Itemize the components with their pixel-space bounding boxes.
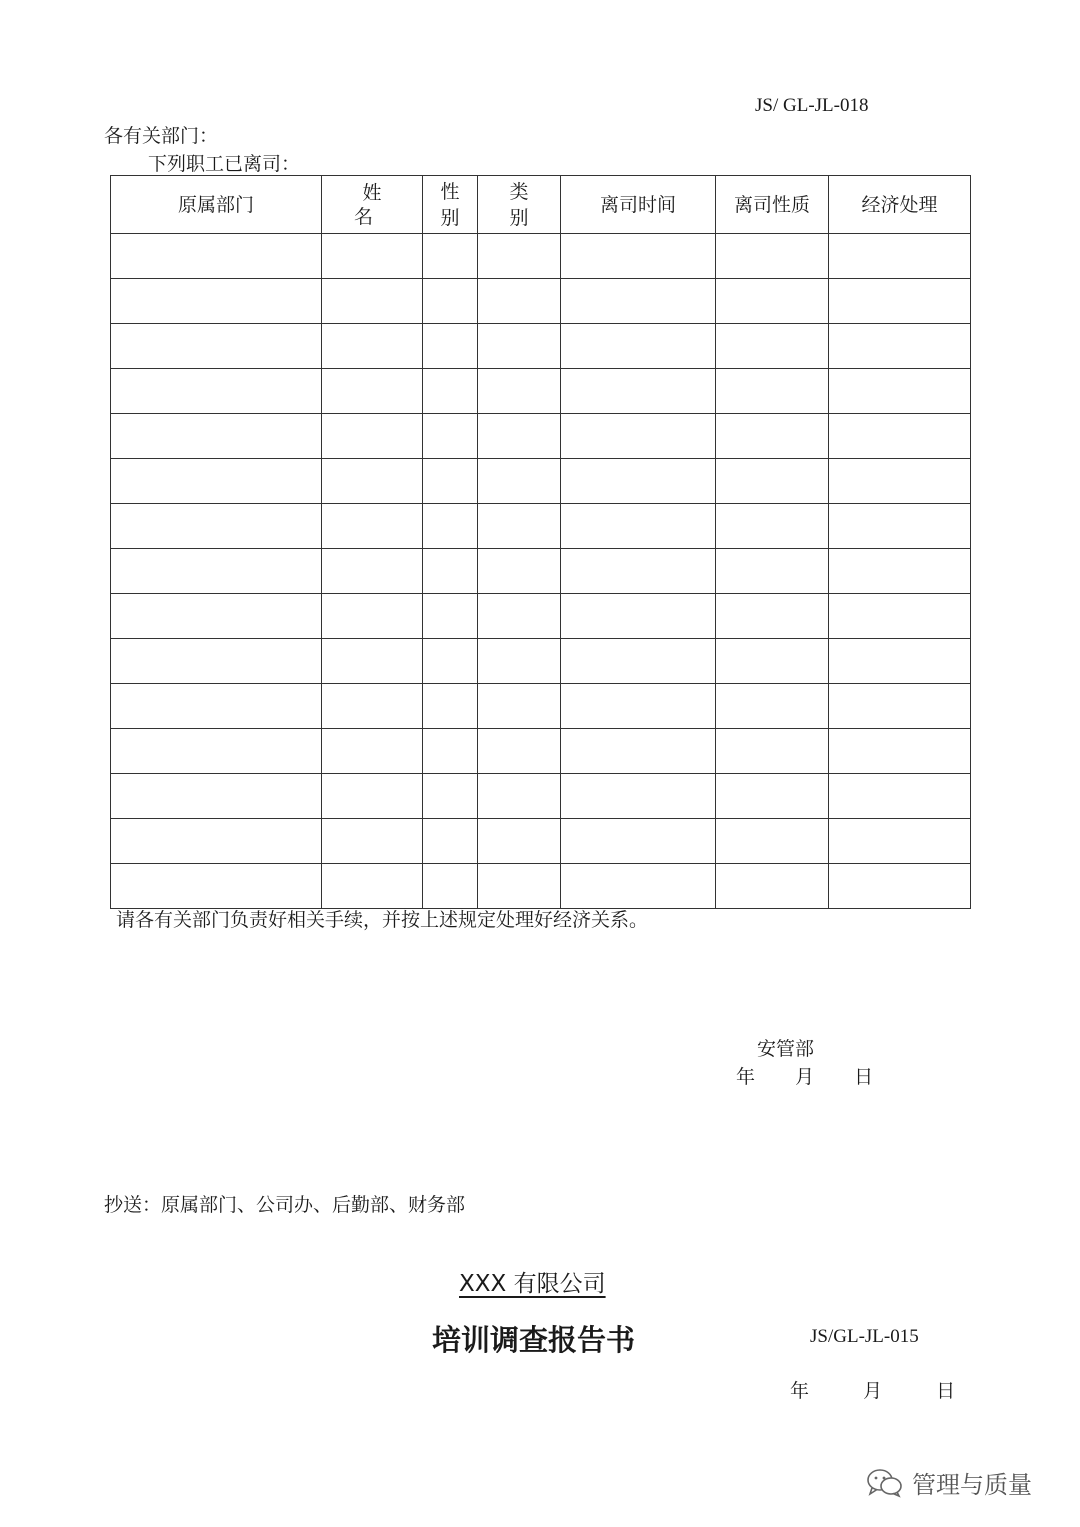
table-cell: [829, 864, 971, 909]
table-cell: [561, 729, 716, 774]
table-cell: [829, 279, 971, 324]
table-cell: [423, 639, 478, 684]
table-cell: [111, 504, 322, 549]
company-name: XXX 有限公司: [459, 1271, 606, 1297]
notice-text: 请各有关部门负责好相关手续，并按上述规定处理好经济关系。: [116, 909, 649, 931]
table-row: [111, 369, 971, 414]
table-cell: [423, 774, 478, 819]
table-cell: [478, 639, 561, 684]
table-cell: [423, 504, 478, 549]
table-cell: [561, 369, 716, 414]
report-date-day: 日: [936, 1380, 956, 1402]
table-cell: [716, 369, 829, 414]
table-cell: [322, 639, 423, 684]
table-header-row: [111, 176, 971, 234]
table-cell: [111, 684, 322, 729]
table-cell: [829, 819, 971, 864]
table-cell: [111, 279, 322, 324]
table-cell: [423, 594, 478, 639]
table-cell: [111, 459, 322, 504]
table-cell: [829, 414, 971, 459]
column-header-leave-type: 离司性质: [716, 176, 829, 234]
table-cell: [829, 729, 971, 774]
table-cell: [478, 279, 561, 324]
column-header-gender: 性别: [423, 176, 478, 234]
table-cell: [716, 819, 829, 864]
table-cell: [111, 639, 322, 684]
table-cell: [716, 774, 829, 819]
table-cell: [829, 234, 971, 279]
table-cell: [423, 234, 478, 279]
table-row: [111, 279, 971, 324]
date-year: 年: [736, 1066, 756, 1088]
report-title: 培训调查报告书: [432, 1323, 636, 1357]
table-cell: [111, 549, 322, 594]
column-header-leave-date: 离司时间: [561, 176, 716, 234]
date-day: 日: [854, 1066, 874, 1088]
table-cell: [561, 414, 716, 459]
table-row: [111, 324, 971, 369]
table-cell: [829, 504, 971, 549]
table-row: [111, 819, 971, 864]
table-cell: [829, 774, 971, 819]
table-cell: [111, 729, 322, 774]
report-date: [790, 1376, 955, 1403]
table-cell: [478, 819, 561, 864]
table-cell: [829, 594, 971, 639]
cc-line: 抄送：原属部门、公司办、后勤部、财务部: [104, 1194, 466, 1216]
signing-date: [736, 1062, 873, 1089]
column-header-category: 类别: [478, 176, 561, 234]
table-cell: [478, 459, 561, 504]
table-cell: [561, 684, 716, 729]
table-cell: [561, 279, 716, 324]
table-cell: [829, 549, 971, 594]
table-body: [111, 234, 971, 909]
table-row: [111, 684, 971, 729]
table-cell: [111, 324, 322, 369]
table-cell: [322, 549, 423, 594]
table-cell: [716, 234, 829, 279]
signing-department: 安管部: [757, 1038, 815, 1060]
table-cell: [423, 684, 478, 729]
report-document-code: JS/GL-JL-015: [810, 1326, 919, 1347]
document-code: JS/ GL-JL-018: [755, 95, 869, 116]
table-cell: [423, 324, 478, 369]
table-cell: [561, 504, 716, 549]
table-cell: [561, 324, 716, 369]
salutation: 各有关部门：: [104, 125, 219, 147]
table-row: [111, 639, 971, 684]
table-row: [111, 774, 971, 819]
table-cell: [423, 459, 478, 504]
table-cell: [716, 684, 829, 729]
table-cell: [423, 369, 478, 414]
table-cell: [561, 594, 716, 639]
table-row: [111, 414, 971, 459]
table-cell: [561, 234, 716, 279]
table-cell: [716, 549, 829, 594]
table-cell: [478, 234, 561, 279]
table-cell: [561, 819, 716, 864]
table-cell: [716, 504, 829, 549]
table-cell: [829, 369, 971, 414]
table-cell: [322, 234, 423, 279]
table-cell: [111, 864, 322, 909]
table-cell: [829, 684, 971, 729]
table-cell: [322, 774, 423, 819]
wechat-icon: [866, 1468, 904, 1498]
table-row: [111, 594, 971, 639]
table-cell: [322, 459, 423, 504]
table-cell: [423, 819, 478, 864]
watermark: [866, 1465, 1032, 1500]
table-cell: [478, 774, 561, 819]
date-month: 月: [795, 1066, 815, 1088]
table-cell: [716, 414, 829, 459]
table-cell: [716, 324, 829, 369]
table-cell: [829, 459, 971, 504]
table-row: [111, 459, 971, 504]
table-cell: [322, 729, 423, 774]
table-cell: [111, 819, 322, 864]
table-cell: [716, 639, 829, 684]
table-row: [111, 729, 971, 774]
table-cell: [111, 594, 322, 639]
table-cell: [111, 774, 322, 819]
table-cell: [322, 279, 423, 324]
table-row: [111, 549, 971, 594]
table-cell: [111, 234, 322, 279]
table-cell: [561, 549, 716, 594]
table-cell: [423, 414, 478, 459]
table-cell: [478, 324, 561, 369]
table-cell: [478, 864, 561, 909]
table-cell: [111, 369, 322, 414]
table-cell: [561, 774, 716, 819]
table-cell: [423, 864, 478, 909]
table-cell: [423, 729, 478, 774]
table-cell: [478, 729, 561, 774]
table-cell: [716, 864, 829, 909]
table-cell: [322, 369, 423, 414]
report-date-month: 月: [863, 1380, 883, 1402]
table-cell: [716, 729, 829, 774]
watermark-text: 管理与质量: [912, 1471, 1032, 1499]
report-date-year: 年: [790, 1380, 810, 1402]
table-cell: [716, 279, 829, 324]
table-cell: [829, 639, 971, 684]
table-cell: [322, 594, 423, 639]
table-cell: [322, 684, 423, 729]
table-cell: [322, 864, 423, 909]
table-cell: [478, 414, 561, 459]
table-cell: [423, 549, 478, 594]
table-cell: [322, 414, 423, 459]
table-cell: [478, 549, 561, 594]
table-cell: [478, 369, 561, 414]
departure-table: [110, 175, 971, 909]
table-cell: [478, 504, 561, 549]
table-cell: [829, 324, 971, 369]
table-cell: [561, 864, 716, 909]
table-cell: [322, 324, 423, 369]
table-cell: [561, 639, 716, 684]
table-cell: [478, 684, 561, 729]
table-cell: [111, 414, 322, 459]
table-cell: [423, 279, 478, 324]
intro-line: 下列职工已离司：: [148, 153, 301, 175]
table-cell: [322, 504, 423, 549]
table-cell: [716, 459, 829, 504]
column-header-department: 原属部门: [111, 176, 322, 234]
table-row: [111, 504, 971, 549]
table-row: [111, 864, 971, 909]
table-cell: [561, 459, 716, 504]
table-cell: [716, 594, 829, 639]
table-cell: [322, 819, 423, 864]
column-header-name: 姓 名: [322, 176, 423, 234]
column-header-settlement: 经济处理: [829, 176, 971, 234]
table-cell: [478, 594, 561, 639]
table-row: [111, 234, 971, 279]
